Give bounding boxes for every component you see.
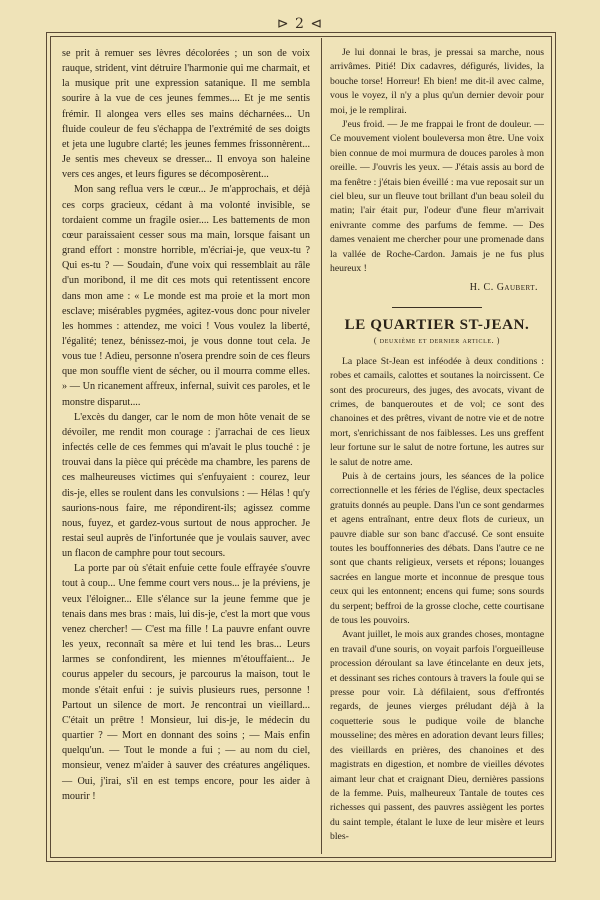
right-paragraph-1: Je lui donnai le bras, je pressai sa marche, nous arrivâmes. Pitié! Dix cadavres, défigurés, livides, la bouche torse! Horreur! Eh bien! me dit-il avec calme, vous le voyez, il n'y a plus qu'un dernier devoir pour moi, je le remplirai. <box>330 47 544 116</box>
article-paragraph-2: Puis à de certains jours, les séances de la police correctionnelle et les féries de l'église, deux spectacles gratuits donnés au peuple. Dans l'un ce sont gendarmes et agens entraînant, entre deux flots de curieux, un pauvre diable sur son banc d'accusé. Ce sont ensuite toutes les bouffonneries des débats. Dans l'autre ce ne sont que chants religieux, versets et répons; louanges sacrées en langue morte et inconnue de presque tous ceux qui les entonnent; encens qui fume; sons sourds du serpent; beffroi de la grosse cloche, cette courtisane de tous les pouvoirs. <box>330 470 545 627</box>
right-paragraph-2: J'eus froid. — Je me frappai le front de douleur. — Ce mouvement violent bouleversa mon être. Une voix bien connue de moi murmura de douces paroles à mon oreille. — J'ouvris les yeux. — J'étais assis au bord de ma fenêtre : j'étais bien éveillé : ma vue reposait sur un ciel bleu, sur un fleuve tout brillant d'un beau soleil du matin; l'air était pur, l'odeur d'une fleur m'arrivait enivrante comme des parfums de femme. — Des dames venaient me chercher pour une promenade dans la vallée de Roche-Cardon. Jamais je ne fus plus heureux ! <box>330 119 544 275</box>
column-divider <box>321 38 322 854</box>
left-paragraph-4: La porte par où s'était enfuie cette foule effrayée s'ouvre tout à coup... Une femme court vers nous... je la préviens, je veux l'éloigner... Elle s'élance sur la jeune femme que je tenais dans mes bras : mais, lui dis-je, c'est la mort que vous venez chercher! — C'est ma fille ! La pauvre enfant ouvre les yeux, reconnaît sa mère et lui tend les bras... Leurs larmes se confondirent, les miennes m'étouffaient... Je courus appeler du secours, je parcourus la maison, tout le monde s'était enfui : je suivis plusieurs rues, personne ! Partout un silence de mort. Je rencontrai un vieillard... C'était un prêtre ! Monsieur, lui dis-je, le médecin du quartier ? — Mort en donnant des soins ; — Mais enfin quelqu'un. — Tout le monde a fui ; — au nom du ciel, monsieur, venez m'aider à sauver des créatures angéliques. — Oui, j'irai, s'il en est temps encore, pour les aider à mourir ! <box>62 563 310 802</box>
article-paragraph-1: La place St-Jean est inféodée à deux conditions : robes et camails, calottes et soutanes la noircissent. Ce sont des procureurs, des juges, des avocats, vivant de crimes, de banqueroutes et de vol; ce sont des chanoines et des prêtres, vivant de notre vie et de notre mort, s'enrichissant de nos faiblesses. Les uns greffent leur fortune sur le salut de notre fortune, les autres sur le salut de notre ame. <box>330 355 544 468</box>
left-column <box>62 46 310 804</box>
right-column <box>330 46 544 845</box>
article-title: LE QUARTIER ST-JEAN. <box>344 316 530 333</box>
section-separator <box>392 307 482 308</box>
left-paragraph-3: L'excès du danger, car le nom de mon hôte venait de se dévoiler, me rendit mon courage : j'arrachai de ces lieux infectés celle de ces femmes qui m'avait le plus touché : je trouvai dans la pièce qui précède ma chambre, les parens de ces malheureuses victimes qui s'enfuyaient : courez, leur dis-je, elles se roulent dans les convulsions : — Hélas ! qu'y saurions-nous faire, me répondirent-ils; agissez comme nous, fuyez, et gardez-vous surtout de nous approcher. Je restai seul auprès de l'infortunée que je voulais sauver, avec un flacon de camphre pour tout secours. <box>62 411 310 560</box>
article-subtitle: ( deuxième et dernier article. ) <box>373 336 501 346</box>
author-signature: H. C. Gaubert. <box>469 281 538 293</box>
left-paragraph-1: se prit à remuer ses lèvres décolorées ; un son de voix rauque, strident, vint détruire l'harmonie qui me charmait, et la musique prit une expression satanique. Il me sembla sourire à la vue de ces jeunes femmes.... Et je me sentis frémir. Il alongea vers elles ses mains décharnées... Un fluide couleur de feu s'échappa de l'extrémité de ses doigts et jeta une lugubre clarté; les jeunes femmes frissonnèrent... Je sentis mes cheveux se dresser... Il envoya son haleine vers ces anges, et leurs figures se décomposèrent... <box>62 48 310 181</box>
article-paragraph-3: Avant juillet, le mois aux grandes choses, montagne en travail d'une souris, on voyait parfois l'orgueilleuse procession déroulant sa lave étincelante en deux jets, et dessinant ses riches contours à travers la foule qui se presse pour voir. Là défilaient, sous d'effrontés regards, de jeunes vierges préludant déjà à la coquetterie sous le pudique voile de blanche mousseline; des mères en adoration devant leurs filles; des vieillards en prières, des chanoines et des magistrats en digestion, et nombre de vieilles dévotes aimant leur chat et craignant Dieu, dernières passions de la femme. Puis, malheureux Tantale de toutes ces richesses qui passent, des pauvres assiègent les portes du saint temple, étalant le luxe de leur misère et leurs bles- <box>330 629 544 843</box>
page-number: ⊳ 2 ⊲ <box>276 16 324 32</box>
left-paragraph-2: Mon sang reflua vers le cœur... Je m'approchais, et déjà ces corps gracieux, cédant à ma volonté invisible, se tordaient comme un fragile osier.... Les battements de mon cœur paraissaient cesser sous ma main, lorsque faisant un grand effort : monstre horrible, m'écriai-je, que veux-tu ? Qui es-tu ? — Soudain, d'une voix qui ressemblait au râle d'un moribond, il me dit ces mots qui retentissent encore dans mon ame : « Le monde est ma proie et la mort mon esclave; misérables pygmées, agitez-vous donc pour niveler les hommes : attendez, me voici ! Vous voulez la liberté, l'égalité; tenez, bénissez-moi, je vous donne tout cela. Je vous tue ! Adieu, personne n'osera prendre soin de ces fleurs que mon souffle vient de sécher, ou il mourra comme elles. » — Un ricanement affreux, infernal, suivit ces paroles, et le monstre disparut.... <box>62 184 310 408</box>
